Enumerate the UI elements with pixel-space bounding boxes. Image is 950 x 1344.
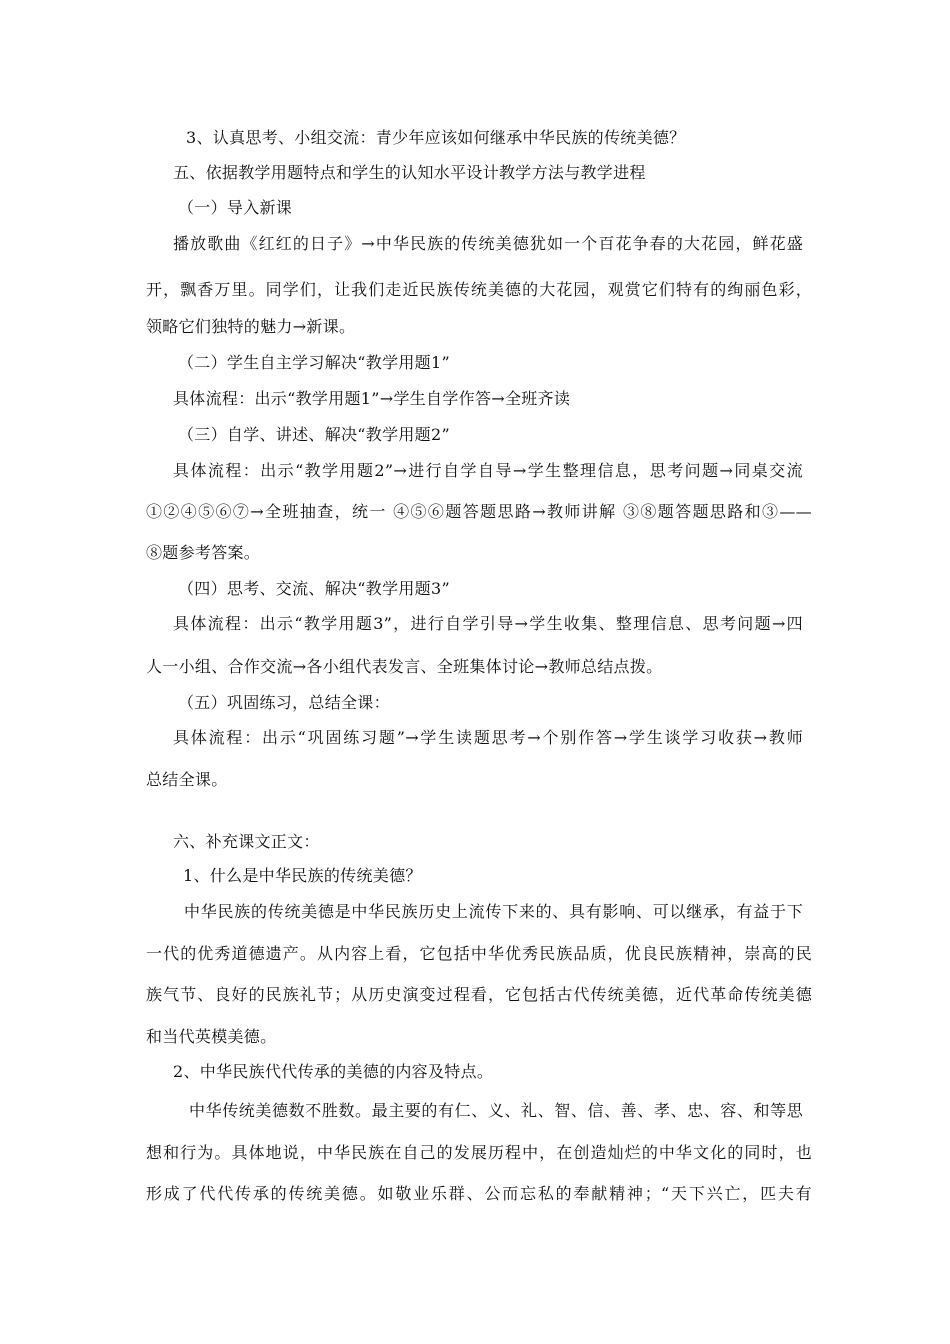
paragraph-line: 具体流程：出示“教学用题3”，进行自学引导→学生收集、整理信息、思考问题→四 (173, 614, 803, 633)
paragraph-line: 开，飘香万里。同学们，让我们走近民族传统美德的大花园，观赏它们特有的绚丽色彩， (146, 280, 812, 299)
paragraph-line: 具体流程：出示“巩固练习题”→学生读题思考→个别作答→学生谈学习收获→教师 (173, 728, 803, 747)
paragraph-line: 人一小组、合作交流→各小组代表发言、全班集体讨论→教师总结点拨。 (146, 657, 663, 676)
paragraph-line: 想和行为。具体地说，中华民族在自己的发展历程中，在创造灿烂的中华文化的同时，也 (146, 1143, 812, 1162)
section-heading-5: 五、依据教学用题特点和学生的认知水平设计教学方法与教学进程 (173, 163, 646, 182)
subpoint-1: 1、什么是中华民族的传统美德？ (183, 866, 422, 885)
subheading-3: （三）自学、讲述、解决“教学用题2” (178, 425, 450, 444)
paragraph-line: 中华传统美德数不胜数。最主要的有仁、义、礼、智、信、善、孝、忠、容、和等思 (189, 1101, 803, 1120)
paragraph-line: 族气节、良好的民族礼节；从历史演变过程看，它包括古代传统美德，近代革命传统美德 (146, 985, 812, 1004)
subheading-5: （五）巩固练习，总结全课： (178, 693, 390, 712)
paragraph-line: ⑧题参考答案。 (146, 543, 261, 562)
paragraph-line: 和当代英模美德。 (146, 1027, 277, 1046)
subheading-2: （二）学生自主学习解决“教学用题1” (178, 353, 450, 372)
subpoint-3: 3、认真思考、小组交流：青少年应该如何继承中华民族的传统美德？ (186, 128, 686, 147)
paragraph-line: ①②④⑤⑥⑦→全班抽查，统一 ④⑤⑥题答题思路→教师讲解 ③⑧题答题思路和③—— (146, 502, 812, 521)
paragraph-line: 总结全课。 (146, 770, 228, 789)
paragraph-line: 形成了代代传承的传统美德。如敬业乐群、公而忘私的奉献精神；“天下兴亡，匹夫有 (146, 1184, 812, 1203)
subpoint-2: 2、中华民族代代传承的美德的内容及特点。 (173, 1062, 494, 1081)
subheading-1: （一）导入新课 (178, 198, 293, 217)
paragraph-line: 播放歌曲《红红的日子》→中华民族的传统美德犹如一个百花争春的大花园，鲜花盛 (173, 234, 803, 253)
paragraph-line: 一代的优秀道德遗产。从内容上看，它包括中华优秀民族品质，优良民族精神，崇高的民 (146, 944, 812, 963)
paragraph-line: 具体流程：出示“教学用题1”→学生自学作答→全班齐读 (173, 389, 571, 408)
paragraph-line: 中华民族的传统美德是中华民族历史上流传下来的、具有影响、可以继承，有益于下 (184, 902, 803, 921)
subheading-4: （四）思考、交流、解决“教学用题3” (178, 579, 450, 598)
section-heading-6: 六、补充课文正文： (173, 832, 320, 851)
paragraph-line: 领略它们独特的魅力→新课。 (146, 317, 356, 336)
paragraph-line: 具体流程：出示“教学用题2”→进行自学自导→学生整理信息，思考问题→同桌交流 (173, 461, 803, 480)
